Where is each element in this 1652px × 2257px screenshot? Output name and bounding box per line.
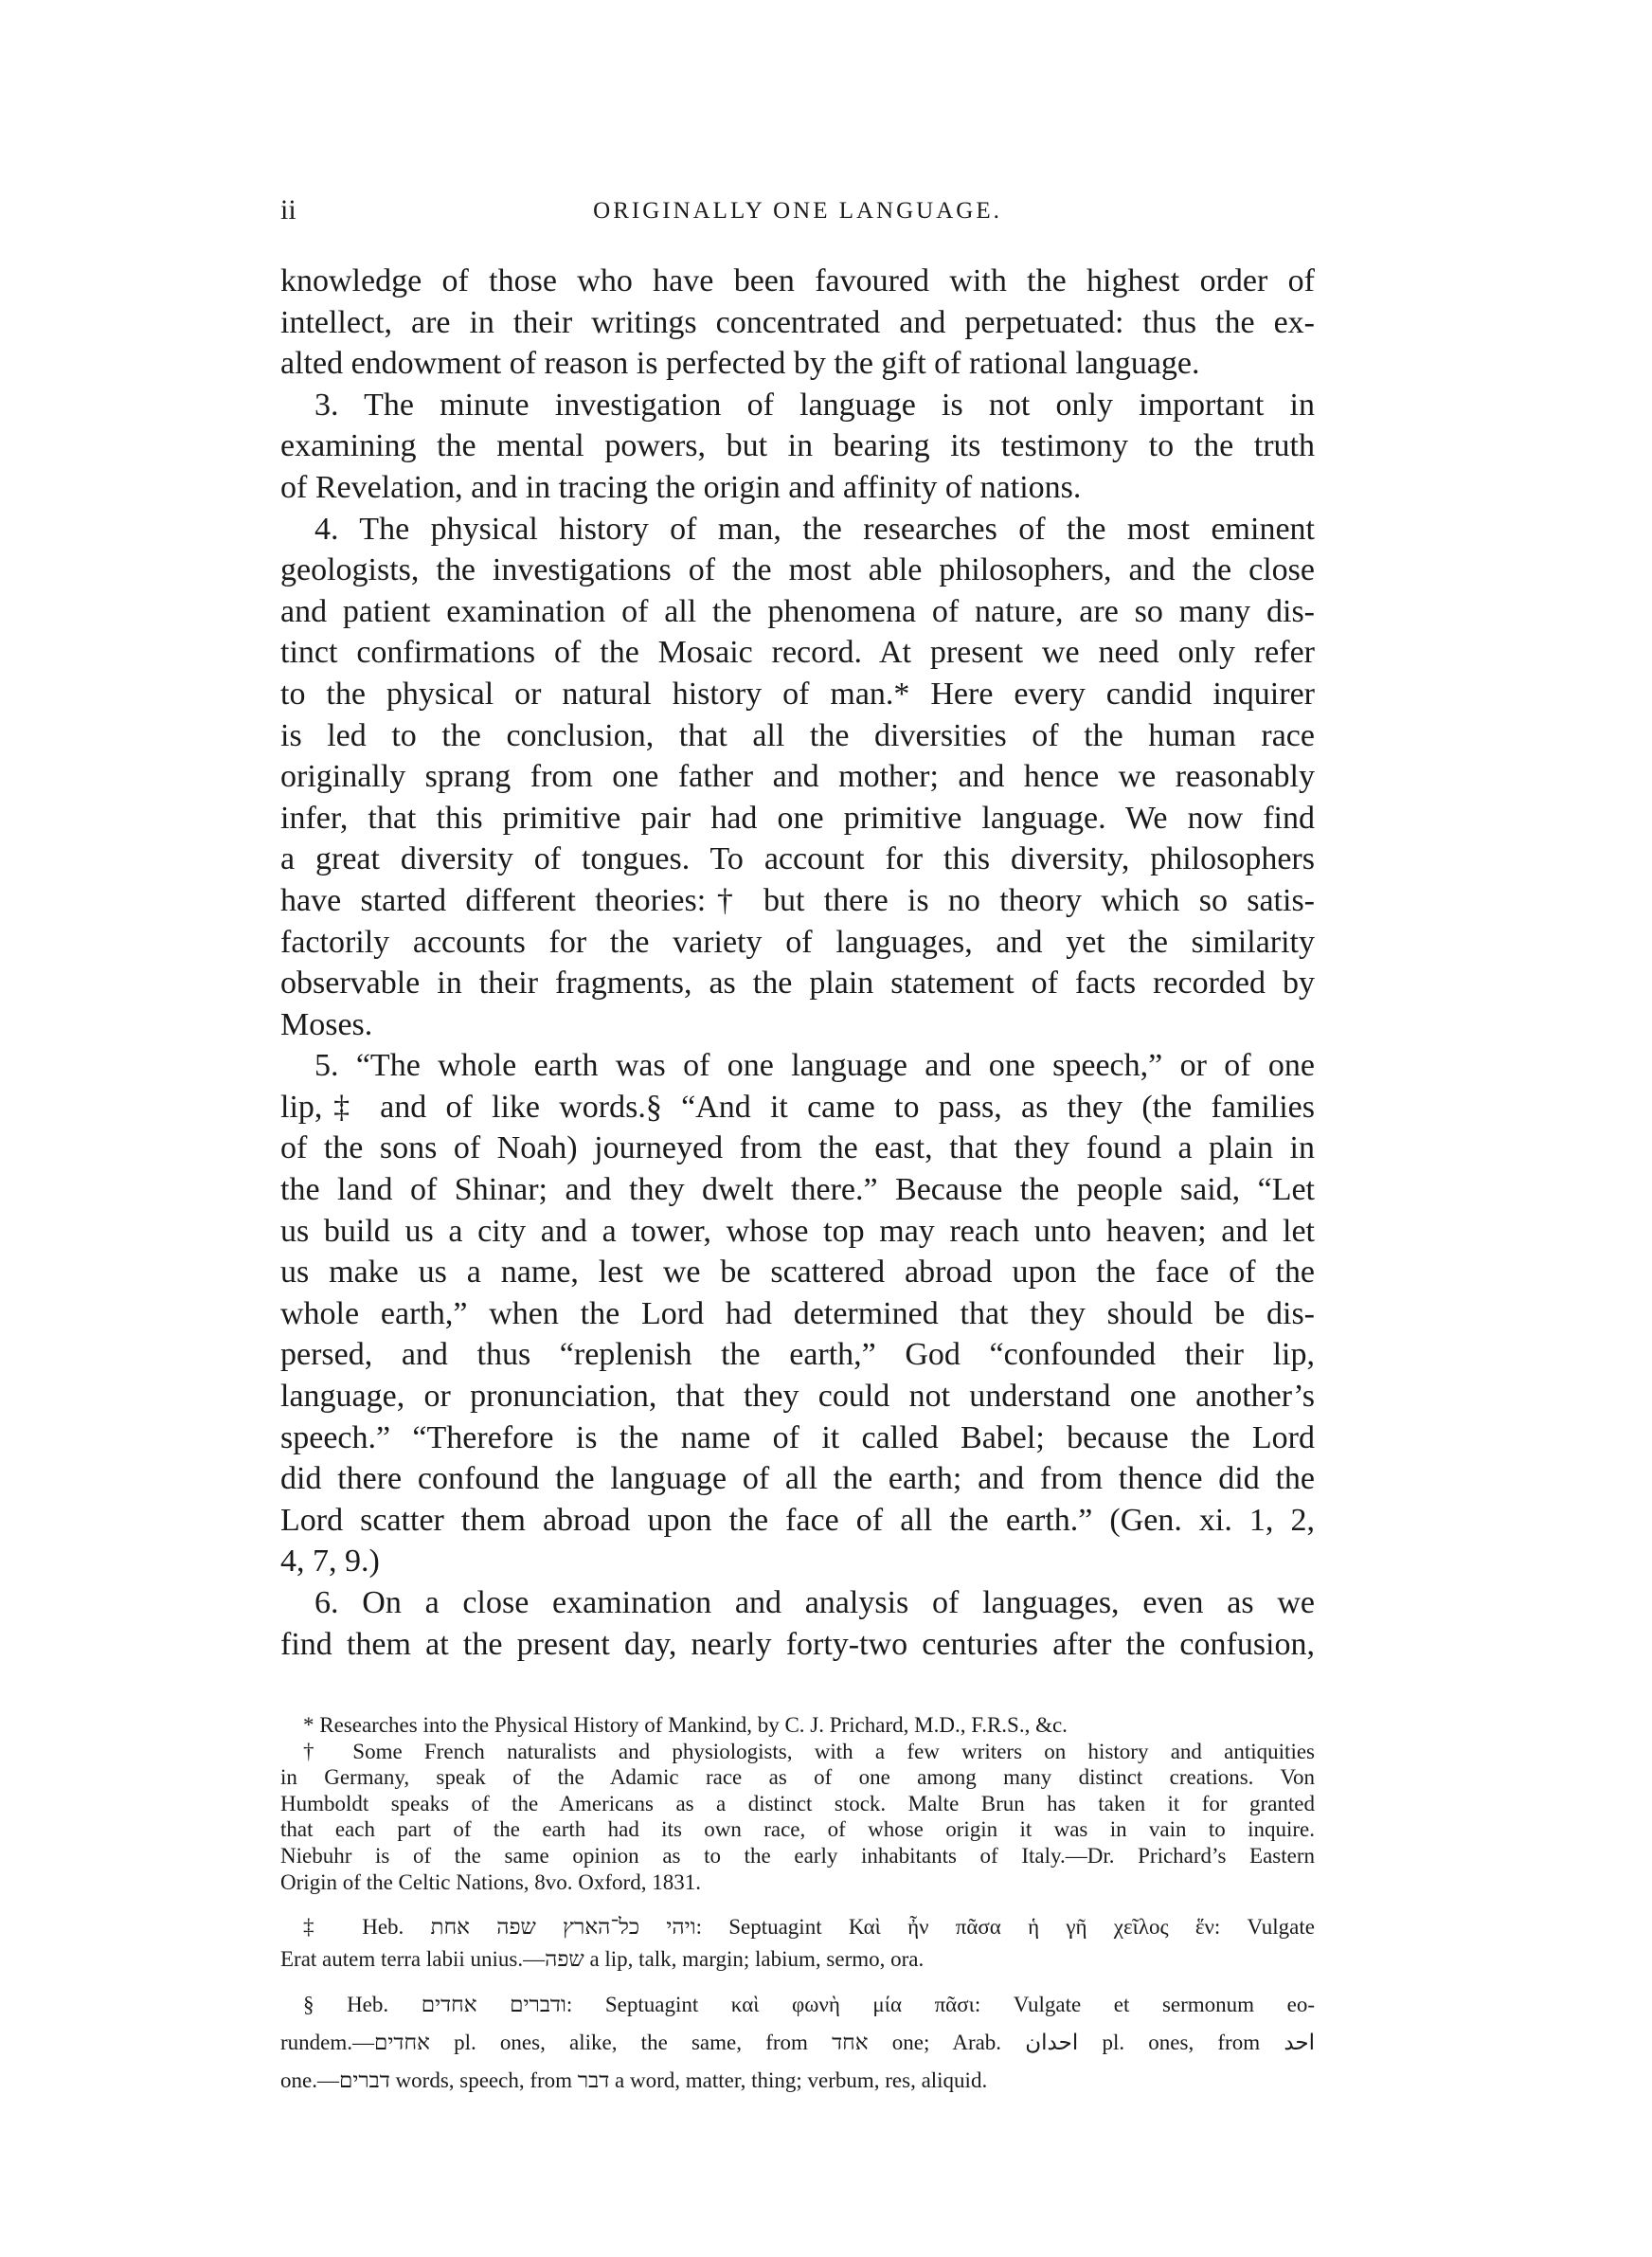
footnote-dagger: † Some French naturalists and physiologists, with a few writers on history and antiquities: [303, 1739, 1315, 1763]
footnote-line: in Germany, speak of the Adamic race as of one among many distinct creations. Von: [280, 1765, 1315, 1790]
footnotes: [280, 1712, 1315, 2100]
body-line: us build us a city and a tower, whose top may reach unto heaven; and let: [280, 1213, 1315, 1249]
paragraph-4-start: 4. The physical history of man, the researches of the most eminent: [314, 511, 1315, 547]
body-line: speech.” “Therefore is the name of it called Babel; because the Lord: [280, 1419, 1315, 1455]
footnote-double-dagger: ‡ Heb. ויהי כל־הארץ שפה אחת: Septuagint Καὶ ἦν πᾶσα ἡ γῆ χεῖλος ἕν: Vulgate: [303, 1915, 1315, 1940]
body-line: intellect, are in their writings concentrated and perpetuated: thus the ex-: [280, 304, 1315, 340]
body-line: originally sprang from one father and mother; and hence we reasonably: [280, 759, 1315, 795]
footnote-spacer: [280, 1973, 1315, 1986]
footnote-line: Humboldt speaks of the Americans as a distinct stock. Malte Brun has taken it for granted: [280, 1791, 1315, 1815]
paragraph-5-start: 5. “The whole earth was of one language and one speech,” or of one: [314, 1048, 1315, 1084]
footnote-line: rundem.—אחדים pl. ones, alike, the same, from אחד one; Arab. احدان pl. ones, from احد: [280, 2030, 1315, 2054]
footnote-spacer: [280, 1895, 1315, 1908]
footnote-line: Erat autem terra labii unius.—שפה a lip, talk, margin; labium, sermo, ora.: [280, 1947, 925, 1972]
body-line: whole earth,” when the Lord had determined that they should be dis-: [280, 1295, 1315, 1331]
body-line: of the sons of Noah) journeyed from the east, that they found a plain in: [280, 1130, 1315, 1166]
body-text: [280, 261, 1315, 1665]
body-line: us make us a name, lest we be scattered abroad upon the face of the: [280, 1255, 1315, 1291]
paragraph-3-start: 3. The minute investigation of language is not only important in: [314, 387, 1315, 423]
body-line: tinct confirmations of the Mosaic record. At present we need only refer: [280, 635, 1315, 671]
footnote-line: that each part of the earth had its own race, of whose origin it was in vain to inquire.: [280, 1817, 1315, 1842]
paragraph-6-start: 6. On a close examination and analysis of languages, even as we: [314, 1585, 1315, 1620]
body-line: infer, that this primitive pair had one primitive language. We now find: [280, 800, 1315, 836]
body-line: find them at the present day, nearly forty-two centuries after the confusion,: [280, 1626, 1315, 1662]
body-line: the land of Shinar; and they dwelt there.” Because the people said, “Let: [280, 1172, 1315, 1208]
body-line: lip,‡ and of like words.§ “And it came to pass, as they (the families: [280, 1089, 1315, 1125]
page-number: ii: [280, 194, 296, 226]
body-line: persed, and thus “replenish the earth,” God “confounded their lip,: [280, 1337, 1315, 1373]
body-line: to the physical or natural history of man.* Here every candid inquirer: [280, 676, 1315, 712]
footnote-section: § Heb. ודברים אחדים: Septuagint καὶ φωνὴ μία πᾶσι: Vulgate et sermonum eo-: [303, 1992, 1316, 2016]
body-line: language, or pronunciation, that they could not understand one another’s: [280, 1379, 1315, 1415]
footnote-line: Origin of the Celtic Nations, 8vo. Oxford, 1831.: [280, 1869, 701, 1894]
body-line: Lord scatter them abroad upon the face of all the earth.” (Gen. xi. 1, 2,: [280, 1502, 1315, 1538]
body-line: of Revelation, and in tracing the origin and affinity of nations.: [280, 469, 1082, 505]
body-line: and patient examination of all the phenomena of nature, are so many dis-: [280, 593, 1315, 629]
body-line: alted endowment of reason is perfected by the gift of rational language.: [280, 346, 1200, 382]
footnote-line: Niebuhr is of the same opinion as to the early inhabitants of Italy.—Dr. Prichard’s Eastern: [280, 1843, 1315, 1868]
body-line: examining the mental powers, but in bearing its testimony to the truth: [280, 428, 1315, 464]
body-line: did there confound the language of all the earth; and from thence did the: [280, 1461, 1315, 1497]
running-head: [280, 194, 1315, 236]
body-line: geologists, the investigations of the most able philosophers, and the close: [280, 552, 1315, 588]
body-line: 4, 7, 9.): [280, 1544, 380, 1580]
body-line: factorily accounts for the variety of languages, and yet the similarity: [280, 924, 1315, 960]
body-line: observable in their fragments, as the plain statement of facts recorded by: [280, 966, 1315, 1002]
body-line: is led to the conclusion, that all the diversities of the human race: [280, 717, 1315, 753]
footnote-star: * Researches into the Physical History of Mankind, by C. J. Prichard, M.D., F.R.S., &c.: [303, 1713, 1068, 1737]
footnote-line: one.—דברים words, speech, from דבר a word, matter, thing; verbum, res, aliquid.: [280, 2067, 988, 2092]
body-line: Moses.: [280, 1006, 373, 1042]
body-line: knowledge of those who have been favoured with the highest order of: [280, 263, 1315, 298]
running-title: ORIGINALLY ONE LANGUAGE.: [593, 198, 1002, 224]
body-line: have started different theories:† but there is no theory which so satis-: [280, 882, 1315, 918]
body-line: a great diversity of tongues. To account for this diversity, philosophers: [280, 841, 1315, 877]
